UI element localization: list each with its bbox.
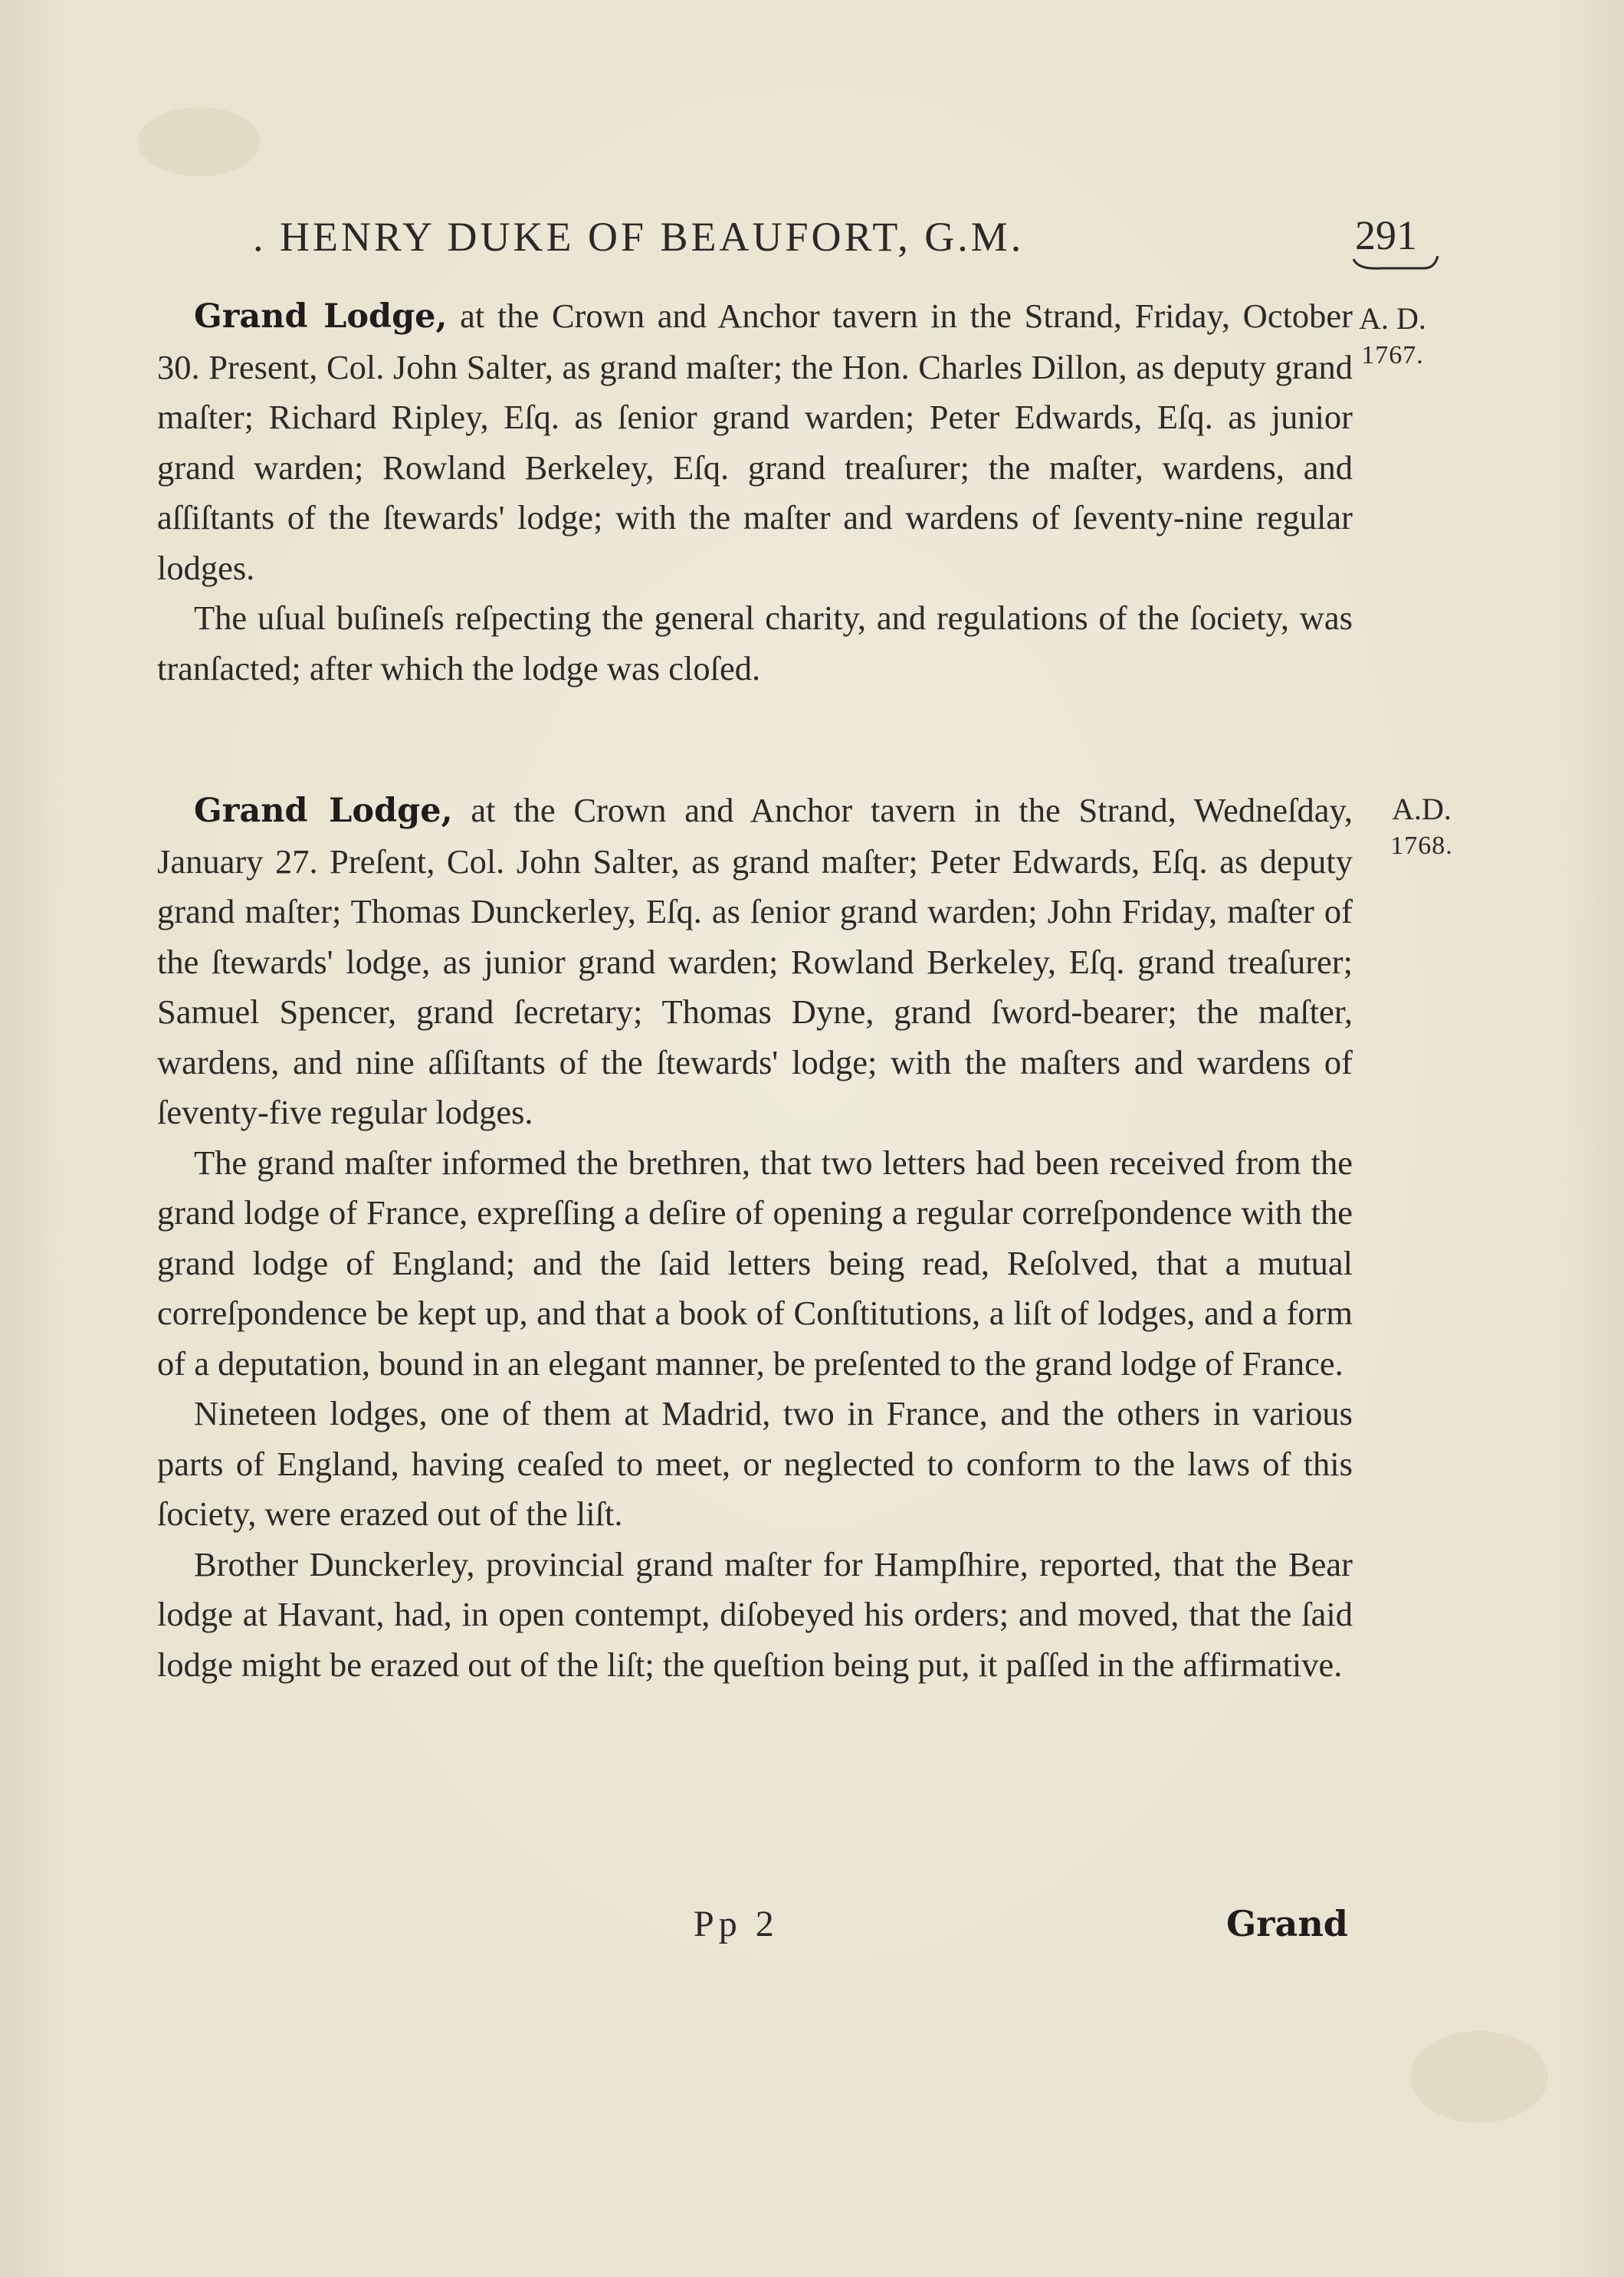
margin-note-era: A.D. (1392, 792, 1452, 826)
entry-heading: Grand Lodge, (194, 792, 453, 830)
running-head-title: . HENRY DUKE OF BEAUFORT, G.M. (253, 214, 1025, 260)
margin-note-1768 (1380, 791, 1464, 865)
margin-note-year: 1767. (1361, 341, 1424, 369)
entry-paragraph: Brother Dunckerley, provincial grand maſter for Hampſhire, reported, that the Bear lodge at Havant, had, in open contempt, diſobeyed his orders; and moved, that the ſaid lodge might be erazed out of the liſt; the queſtion being put, it paſſed in the affirmative. (157, 1544, 1353, 1684)
entry-paragraph: The uſual buſineſs reſpecting the general charity, and regulations of the ſociety, was tranſacted; after which the lodge was cloſed. (157, 599, 1353, 687)
page-number: 291 (1355, 212, 1417, 258)
signature-mark: Pp 2 (694, 1904, 779, 1944)
paper-stain (1410, 2031, 1548, 2123)
margin-note-1767 (1343, 300, 1442, 374)
entry-heading: Grand Lodge, (194, 297, 448, 336)
folio-flourish-icon (1350, 253, 1442, 276)
entry-paragraph (157, 291, 1353, 593)
entry-paragraph (157, 786, 1353, 1138)
entry-grand-lodge-january (157, 786, 1353, 1690)
catchword: Grand (1226, 1903, 1348, 1944)
entry-text: at the Crown and Anchor tavern in the Strand, Friday, October 30. Present, Col. John Salter, as grand maſter; the Hon. Charles Dillon, as deputy grand maſter; Richard Ripley, Eſq. as ſenior grand warden; Peter Edwards, Eſq. as junior grand warden; Rowland Berkeley, Eſq. grand treaſurer; the maſter, wardens, and aſſiſtants of the ſtewards' lodge; with the maſter and wardens of ſeventy-nine regular lodges. (157, 297, 1353, 587)
paper-stain (138, 107, 261, 176)
entry-paragraph: The grand maſter informed the brethren, that two letters had been received from the grand lodge of France, expreſſing a deſire of opening a regular correſpondence with the grand lodge of England; and the ſaid letters being read, Reſolved, that a mutual correſpondence be kept up, and that a book of Conſtitutions, a liſt of lodges, and a form of a deputation, bound in an elegant manner, be preſented to the grand lodge of France. (157, 1143, 1353, 1383)
entry-paragraph: Nineteen lodges, one of them at Madrid, two in France, and the others in various parts of England, having ceaſed to meet, or neglected to conform to the laws of this ſociety, were erazed out of the liſt. (157, 1394, 1353, 1533)
margin-note-year: 1768. (1390, 832, 1453, 860)
margin-note-era: A. D. (1359, 301, 1426, 336)
entry-text: at the Crown and Anchor tavern in the Strand, Wedneſday, January 27. Preſent, Col. John Salter, as grand maſter; Peter Edwards, Eſq. as deputy grand maſter; Thomas Dunckerley, Eſq. as ſenior grand warden; John Friday, maſter of the ſtewards' lodge, as junior grand warden; Rowland Berkeley, Eſq. grand treaſurer; Samuel Spencer, grand ſecretary; Thomas Dyne, grand ſword-bearer; the maſter, wardens, and nine aſſiſtants of the ſtewards' lodge; with the maſters and wardens of ſeventy-five regular lodges. (157, 791, 1353, 1131)
entry-grand-lodge-october (157, 291, 1353, 694)
